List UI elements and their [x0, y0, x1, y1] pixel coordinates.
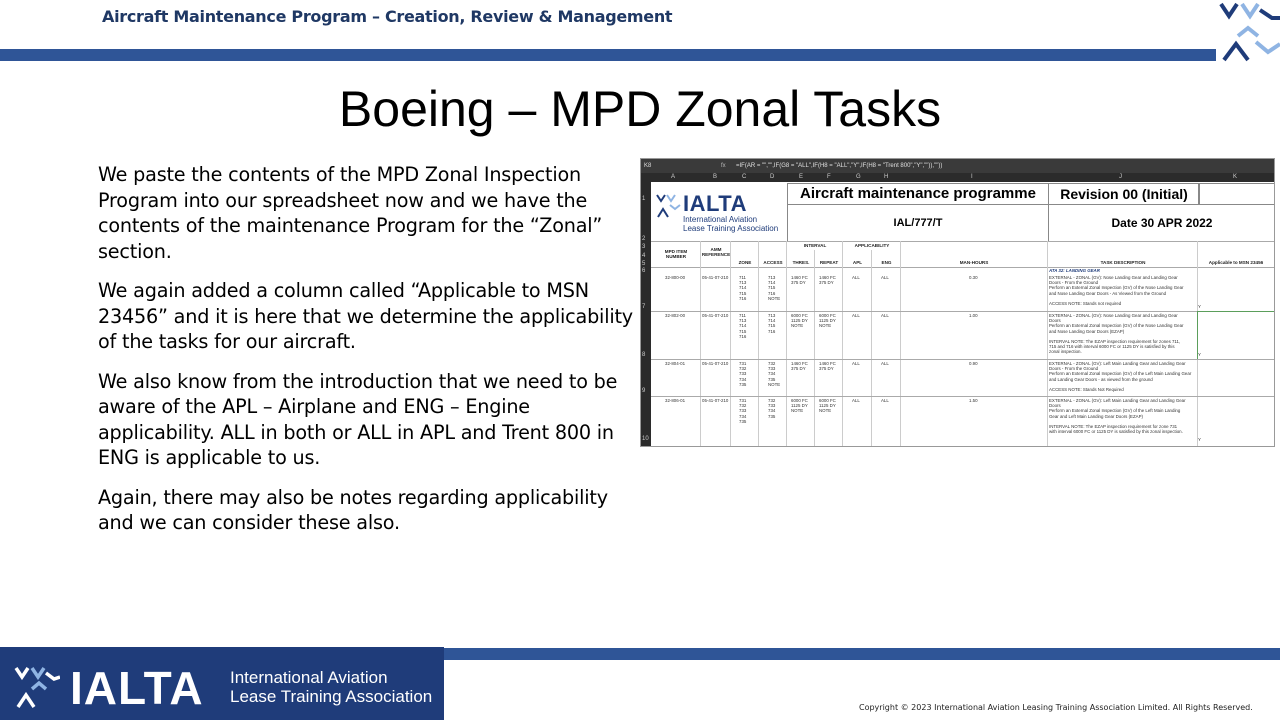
- eng: ALL: [881, 313, 889, 318]
- body-text: [98, 162, 638, 550]
- header-man-hours: MAN-HOURS: [959, 260, 989, 265]
- paragraph-3: We also know from the introduction that we need to be aware of the APL – Airplane and ENG – Engine applicability. ALL in both or ALL in APL and Trent 800 in ENG is applicable to us.: [98, 369, 618, 469]
- row-headers: [641, 182, 651, 446]
- column-header: A: [671, 174, 676, 180]
- zone: 711 713 714 715 716: [739, 275, 747, 301]
- threshold: 6000 FC 1125 DY NOTE: [791, 313, 808, 329]
- zone: 731 732 733 734 735: [739, 361, 747, 387]
- row-header: 8: [642, 352, 646, 358]
- column-header: J: [1119, 174, 1122, 180]
- row-header: 10: [642, 436, 649, 442]
- spreadsheet-screenshot: [640, 158, 1275, 447]
- ialta-chevron-logo-icon: [656, 193, 684, 219]
- column-header: E: [799, 174, 804, 180]
- row-header: 2: [642, 236, 646, 242]
- header-threshold: THRES.: [792, 260, 810, 265]
- paragraph-4: Again, there may also be notes regarding applicability and we can consider these also.: [98, 485, 608, 534]
- formula-bar: [641, 159, 1274, 173]
- aircraft-reference: IAL/777/T: [787, 204, 1049, 242]
- man-hours: 1.00: [969, 313, 978, 318]
- footer-divider-bar: [444, 648, 1280, 660]
- task-description: EXTERNAL - ZONAL (GV): Nose Landing Gear and Landing Gear Doors - From the Ground Perform an External Zonal Inspection (GV) of the Nose Landing Gear and Nose Landing Gear Doors - As Viewed from the Ground ACCESS NOTE: Stands not required: [1049, 275, 1184, 307]
- row-header: 3: [642, 244, 646, 250]
- task-description: EXTERNAL - ZONAL (GV): Left Main Landing Gear and Landing Gear Doors Perform an External Zonal Inspection (GV) of the Left Main Landing Gear and Left Main Landing Gear Doors (EZAP) INTERVAL NOTE: The EZAP inspection requirement for zone 731 with interval 6000 FC or 1125 DY is satisfied by this zonal inspection.: [1049, 398, 1186, 435]
- access: 732 733 734 735: [768, 398, 776, 419]
- row-header: 7: [642, 304, 646, 310]
- sheet-logo-text: IALTA: [683, 191, 747, 216]
- revision-label: Revision 00 (Initial): [1048, 183, 1200, 205]
- programme-title: Aircraft maintenance programme: [787, 183, 1049, 205]
- apl: ALL: [852, 398, 860, 403]
- threshold: 1460 FC 375 DY: [791, 361, 808, 372]
- footer-logo: [0, 647, 444, 720]
- sheet-logo-line2: Lease Training Association: [683, 224, 779, 233]
- eng: ALL: [881, 398, 889, 403]
- threshold: 6000 FC 1125 DY NOTE: [791, 398, 808, 414]
- repeat: 6000 FC 1125 DY NOTE: [819, 313, 836, 329]
- row-header: 9: [642, 388, 646, 394]
- fx-icon: fx: [721, 163, 726, 169]
- man-hours: 0.30: [969, 275, 978, 280]
- footer-logo-line1: International Aviation: [230, 668, 388, 687]
- applicable-flag: Y: [1198, 304, 1201, 309]
- access: 713 714 715 716 NOTE: [768, 275, 781, 301]
- amm-reference: 05-41-07-210: [702, 398, 729, 403]
- section-heading: ATA 32: LANDING GEAR: [1049, 268, 1100, 273]
- repeat: 1460 FC 375 DY: [819, 361, 836, 372]
- task-description: EXTERNAL - ZONAL (GV): Nose Landing Gear and Landing Gear Doors Perform an External Zonal Inspection (GV) of the Nose Landing Gear and Nose Landing Gear Doors (EZAP) INTERVAL NOTE: The EZAP inspection requirement for zones 711, 715 and 716 with interval 6000 FC or 1125 DY is satisfied by this zonal inspection.: [1049, 313, 1184, 355]
- copyright-notice: Copyright © 2023 International Aviation Leasing Training Association Limited. All Rights Reserved.: [859, 703, 1253, 712]
- sheet-logo-line1: International Aviation: [683, 215, 758, 224]
- header-repeat: REPEAT: [819, 260, 839, 265]
- header-applicable-msn: Applicable to MSN 23456: [1208, 260, 1264, 265]
- selected-cell: [1197, 311, 1275, 360]
- header-task-description: TASK DESCRIPTION: [1100, 260, 1146, 265]
- paragraph-1: We paste the contents of the MPD Zonal Inspection Program into our spreadsheet now and we have the contents of the maintenance Program for the “Zonal” section.: [98, 163, 603, 263]
- item-number: 32-802-00: [665, 313, 686, 318]
- amm-reference: 05-41-07-210: [702, 275, 729, 280]
- header-blank-cell: [1198, 183, 1275, 205]
- column-header: H: [884, 174, 889, 180]
- footer-logo-text: IALTA: [70, 662, 204, 714]
- access: 713 714 715 716: [768, 313, 776, 334]
- row-header: 6: [642, 268, 646, 274]
- header-access: ACCESS: [763, 260, 783, 265]
- header-interval: INTERVAL: [803, 243, 827, 248]
- formula-text: =IF(AR = "","",IF(G8 = "ALL",IF(H8 = "ALL","Y",IF(H8 = "Trent 800","Y","")),"")): [736, 163, 943, 169]
- slide-title: Boeing – MPD Zonal Tasks: [338, 81, 942, 137]
- column-header: G: [856, 174, 861, 180]
- apl: ALL: [852, 275, 860, 280]
- ialta-chevron-logo-icon: [14, 665, 60, 711]
- item-number: 32-806-01: [665, 398, 686, 403]
- row-header: 1: [642, 196, 646, 202]
- amm-reference: 05-41-07-210: [702, 313, 729, 318]
- paragraph-2: We again added a column called “Applicable to MSN 23456” and it is here that we determine the applicability of the tasks for our aircraft.: [98, 279, 633, 353]
- column-header: I: [971, 174, 973, 180]
- header-eng: ENG: [881, 260, 892, 265]
- item-number: 32-804-01: [665, 361, 686, 366]
- column-header: K: [1233, 174, 1238, 180]
- apl: ALL: [852, 313, 860, 318]
- sheet-logo: [653, 183, 786, 233]
- revision-date: Date 30 APR 2022: [1048, 204, 1275, 242]
- man-hours: 1.50: [969, 398, 978, 403]
- eng: ALL: [881, 361, 889, 366]
- threshold: 1460 FC 375 DY: [791, 275, 808, 286]
- column-header: B: [713, 174, 718, 180]
- applicable-flag: Y: [1198, 352, 1201, 357]
- header-amm-reference: AMM REFERENCE: [701, 247, 731, 257]
- eng: ALL: [881, 275, 889, 280]
- zone: 711 713 714 715 716: [739, 313, 747, 339]
- repeat: 6000 FC 1125 DY NOTE: [819, 398, 836, 414]
- header-title: Aircraft Maintenance Program – Creation, Review & Management: [102, 7, 673, 26]
- amm-reference: 05-41-07-210: [702, 361, 729, 366]
- column-header: D: [770, 174, 775, 180]
- column-header: C: [742, 174, 747, 180]
- row-header: 4: [642, 253, 646, 259]
- header-item-number: MPD ITEM NUMBER: [664, 249, 688, 259]
- ialta-chevron-logo-icon: [1216, 0, 1280, 62]
- column-headers: [641, 173, 1274, 182]
- header-apl: APL: [852, 260, 863, 265]
- header-applicability: APPLICABILITY: [854, 243, 890, 248]
- row-header: 5: [642, 261, 646, 267]
- repeat: 1460 FC 375 DY: [819, 275, 836, 286]
- man-hours: 0.90: [969, 361, 978, 366]
- zone: 731 732 733 734 735: [739, 398, 747, 424]
- applicable-flag: Y: [1198, 437, 1201, 442]
- footer-logo-line2: Lease Training Association: [230, 687, 433, 706]
- task-description: EXTERNAL - ZONAL (GV): Left Main Landing Gear and Landing Gear Doors - From the Ground Perform an External Zonal Inspection (GV) of the Left Main Landing Gear and Landing Gear Doors - as viewed from the ground ACCESS NOTE: Stands Not Required: [1049, 361, 1192, 393]
- column-header: F: [827, 174, 831, 180]
- cell-reference: K8: [644, 163, 652, 169]
- header-zone: ZONE: [738, 260, 752, 265]
- apl: ALL: [852, 361, 860, 366]
- header-divider-bar: [0, 49, 1280, 61]
- access: 732 733 734 735 NOTE: [768, 361, 781, 387]
- item-number: 32-800-00: [665, 275, 686, 280]
